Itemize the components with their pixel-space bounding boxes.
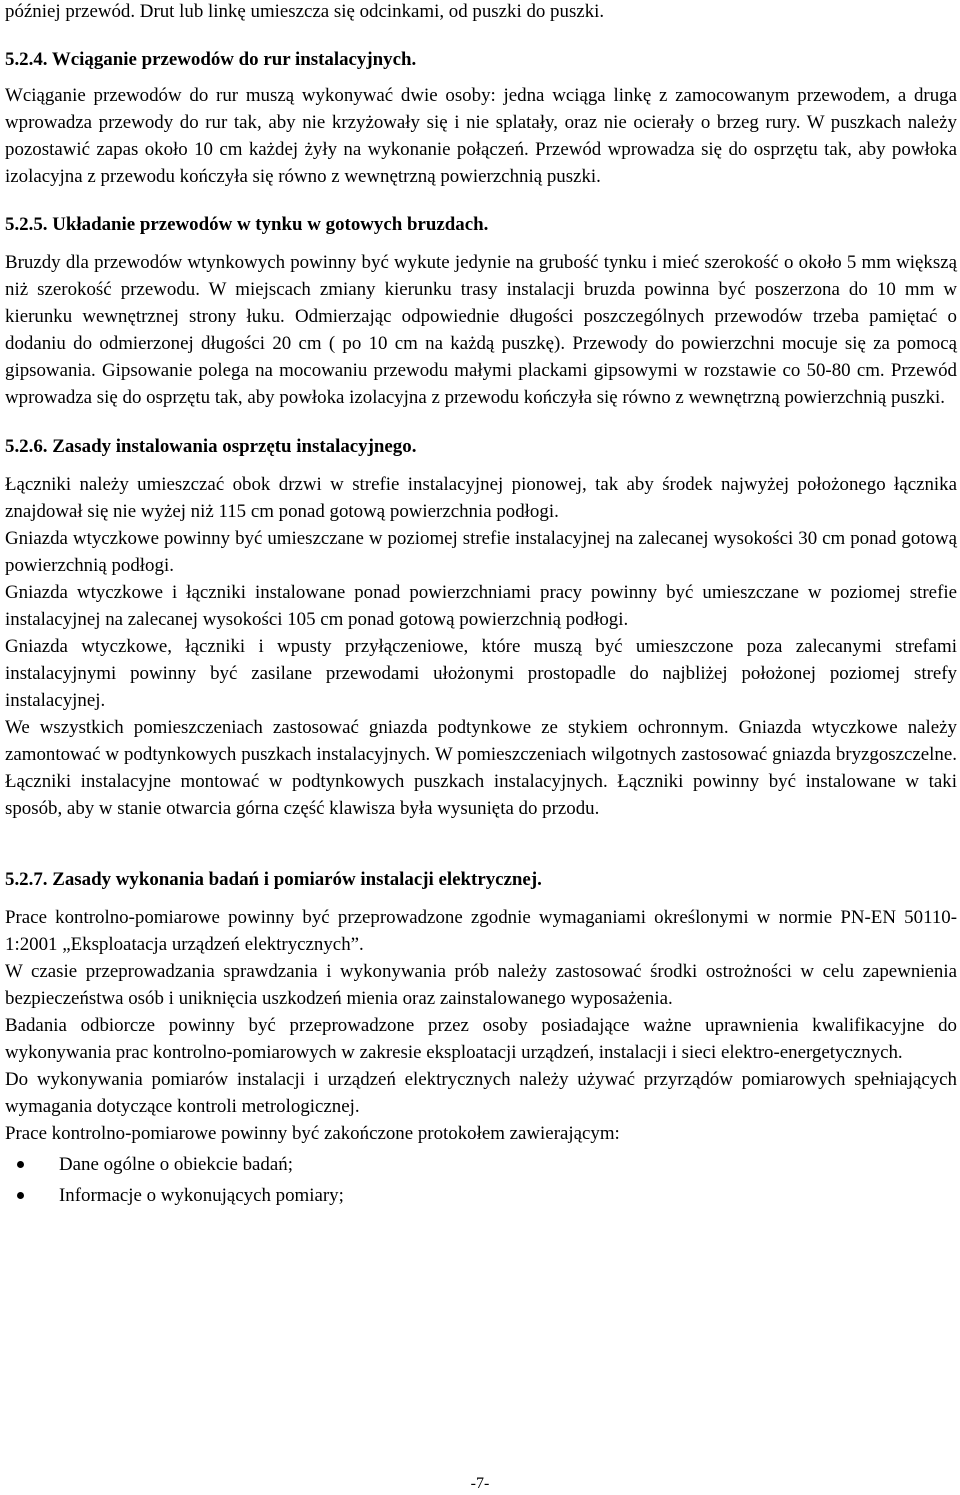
section-5-2-7-paragraph-5: Prace kontrolno-pomiarowe powinny być zakończone protokołem zawierającym: — [5, 1123, 620, 1144]
list-item — [5, 1180, 957, 1211]
page-number: -7- — [470, 1475, 490, 1492]
list-item-text: Dane ogólne o obiekcie badań; — [59, 1154, 293, 1175]
section-5-2-7-paragraph-3: Badania odbiorcze powinny być przeprowadzone przez osoby posiadające ważne uprawnienia kwalifikacyjne do wykonywania prac kontrolno-pomiarowych w zakresie eksploatacji urządzeń, instalacji i sieci elektro-energetycznych. — [5, 1015, 957, 1063]
section-5-2-7-paragraph-4: Do wykonywania pomiarów instalacji i urządzeń elektrycznych należy używać przyrządów pomiarowych spełniających wymagania dotyczące kontroli metrologicznej. — [5, 1069, 957, 1117]
continuation-paragraph: później przewód. Drut lub linkę umieszcza się odcinkami, od puszki do puszki. — [5, 1, 605, 22]
protocol-contents-list — [5, 1149, 957, 1211]
list-item — [5, 1149, 957, 1180]
section-5-2-7-paragraph-2: W czasie przeprowadzania sprawdzania i wykonywania prób należy zastosować środki ostrożności w celu zapewnienia bezpieczeństwa osób i uniknięcia uszkodzeń mienia oraz zainstalowanego wyposażenia. — [5, 961, 957, 1009]
section-5-2-6-paragraph-1: Łączniki należy umieszczać obok drzwi w strefie instalacyjnej pionowej, tak aby środek najwyżej położonego łącznika znajdował się nie wyżej niż 115 cm ponad gotową powierzchnia podłogi. — [5, 474, 957, 522]
section-heading-5-2-7: 5.2.7. Zasady wykonania badań i pomiarów instalacji elektrycznej. — [5, 869, 542, 890]
document-page — [5, 0, 957, 1211]
section-5-2-7-paragraph-1: Prace kontrolno-pomiarowe powinny być przeprowadzone zgodnie wymaganiami określonymi w normie PN-EN 50110-1:2001 „Eksploatacja urządzeń elektrycznych”. — [5, 907, 957, 955]
section-5-2-6-paragraph-4: Gniazda wtyczkowe, łączniki i wpusty przyłączeniowe, które muszą być umieszczone poza zalecanymi strefami instalacyjnymi powinny być zasilane przewodami ułożonymi prostopadle do najbliżej położonej poziomej strefy instalacyjnej. — [5, 636, 957, 711]
section-5-2-6-paragraph-3: Gniazda wtyczkowe i łączniki instalowane ponad powierzchniami pracy powinny być umieszczane w poziomej strefie instalacyjnej na zalecanej wysokości 105 cm ponad gotową powierzchnią podłogi. — [5, 582, 957, 630]
bullet-icon — [17, 1192, 24, 1199]
section-5-2-5-paragraph: Bruzdy dla przewodów wtynkowych powinny być wykute jedynie na grubość tynku i mieć szerokość o około 5 mm większą niż szerokość przewodu. W miejscach zmiany kierunku trasy instalacji bruzda powinna być poszerzona do 10 mm w kierunku wewnętrznej strony łuku. Odmierzając odpowiednie długości poszczególnych przewodów trzeba pamiętać o dodaniu do odmierzonej długości 20 cm ( po 10 cm na każdą puszkę). Przewody do powierzchni mocuje się za pomocą gipsowania. Gipsowanie polega na mocowaniu przewodu małymi plackami gipsowymi w rozstawie co 50-80 cm. Przewód wprowadza się do osprzętu tak, aby powłoka izolacyjna z przewodu kończyła się równo z wewnętrzną powierzchnią puszki. — [5, 252, 957, 408]
list-item-text: Informacje o wykonujących pomiary; — [59, 1185, 344, 1206]
section-5-2-4-paragraph: Wciąganie przewodów do rur muszą wykonywać dwie osoby: jedna wciąga linkę z zamocowanym przewodem, a druga wprowadza przewody do rur tak, aby nie krzyżowały się i nie splatały, oraz nie ocierały o brzeg rury. W puszkach należy pozostawić zapas około 10 cm każdej żyły na wykonanie połączeń. Przewód wprowadza się do osprzętu tak, aby powłoka izolacyjna z przewodu kończyła się równo z wewnętrzną powierzchnią puszki. — [5, 85, 957, 187]
section-5-2-6-paragraph-2: Gniazda wtyczkowe powinny być umieszczane w poziomej strefie instalacyjnej na zalecanej wysokości 30 cm ponad gotową powierzchnią podłogi. — [5, 528, 957, 576]
section-5-2-6-paragraph-5: We wszystkich pomieszczeniach zastosować gniazda podtynkowe ze stykiem ochronnym. Gniazda wtyczkowe należy zamontować w podtynkowych puszkach instalacyjnych. W pomieszczeniach wilgotnych zastosować gniazda bryzgoszczelne. Łączniki instalacyjne montować w podtynkowych puszkach instalacyjnych. Łączniki powinny być instalowane w taki sposób, aby w stanie otwarcia górna część klawisza była wysunięta do przodu. — [5, 717, 957, 819]
section-heading-5-2-5: 5.2.5. Układanie przewodów w tynku w gotowych bruzdach. — [5, 214, 489, 235]
bullet-icon — [17, 1161, 24, 1168]
section-heading-5-2-6: 5.2.6. Zasady instalowania osprzętu instalacyjnego. — [5, 436, 417, 457]
section-heading-5-2-4: 5.2.4. Wciąganie przewodów do rur instalacyjnych. — [5, 49, 417, 70]
